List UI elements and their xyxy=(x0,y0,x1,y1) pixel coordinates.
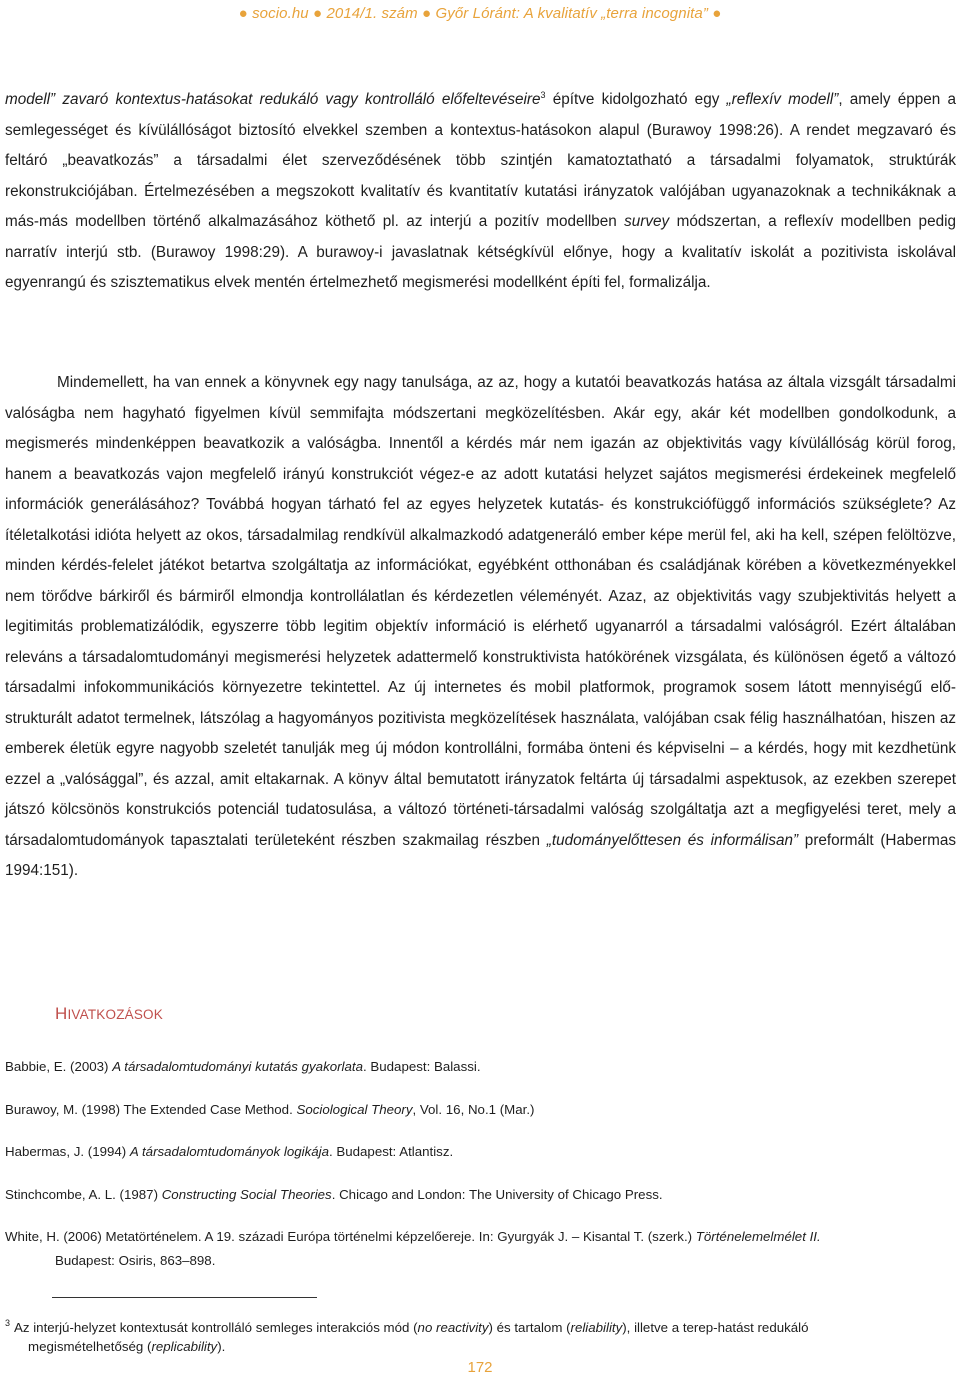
footnote-mark: 3 xyxy=(5,1318,11,1328)
bullet-icon: ● xyxy=(238,5,248,22)
footnote: $^3$ Az interjú-helyzet kontextusát kontrolláló semleges interakciós mód (no reactivity) és tartalom (reliability), illetve a terep-hatást redukáló megismételhetőség (replicability). xyxy=(5,1318,809,1354)
bullet-icon: ● xyxy=(422,5,432,22)
text: Mindemellett, ha van ennek a könyvnek egy nagy tanulsága, az az, hogy a kutatói beavatkozás hatása az általa vizsgált társadalmi valóságba nem hagyható figyelmen kívül semmifajta módszertani megközelítésben. Akár egy, akár két modellben gondolkodunk, a megismerés mindenképpen beavatkozik a valóságba. Innentől a kérdés már nem igazán az objektivitás vagy kívülállóság körül forog, hanem a beavatkozás vajon megfelelő irányú konstrukciót végez-e az adott kutatási helyzet sajátos megismerési érdekeinek megfelelő információk generálásához? Továbbá hogyan tárható fel az egyes helyzetek kutatás- és konstrukciófüggő információs szükséglete? Az ítéletalkotási idióta helyett az okos, társadalmilag rendkívül alkalmazkodó adatgeneráló ember képe merül fel, aki ha kell, szépen felöltözve, minden kérdés-felelet játékot betartva szolgáltatja az információkat, egyébként otthonában és családjának körében a következményekkel nem törődve bárkiről és bármiről elmondja kontrollálatlan és kérdezetlen véleményét. Azaz, az objektivitás vagy szubjektivitás helyett a legitimitás problematizálódik, egyszerre több legitim objektív információ is elérhető ugyanarról a társadalmi valóságról. Ezért általában releváns a társadalomtudományi megismerési helyzetek adattermelő konstruktivista hatókörének vizsgálata, és különösen égető a változó társadalmi infokommunikációs környezetre tekintettel. Az új internetes és mobil platformok, programok sosem látott mennyiségű elő-strukturált adatot termelnek, látszólag a hagyományos pozitivista megközelítések használata, valójában csak félig használhatóan, hiszen az emberek életük egyre nagyobb szeletét tanulják meg új módon kontrollálni, formába önteni és képviselni – a kérdés, hogy mit kezdhetünk ezzel a „valósággal”, és azzal, amit eltakarnak. A könyv által bemutatott irányzatok feltárta új társadalmi aspektusok, az ezekben szerepet játszó kölcsönös konstrukciós potenciál tudatosulása, a változó történeti-társadalmi valóság szolgáltatja azt a megfigyelési teret, mely a társadalomtudományok tapasztalati területeként részben szakmailag részben xyxy=(5,374,956,849)
text: építve kidolgozható egy xyxy=(545,91,727,108)
bullet-icon: ● xyxy=(712,5,722,22)
reference-item: Stinchcombe, A. L. (1987) Constructing Social Theories. Chicago and London: The University of Chicago Press. xyxy=(5,1186,663,1202)
running-header xyxy=(0,5,960,22)
reference-item: Burawoy, M. (1998) The Extended Case Method. Sociological Theory, Vol. 16, No.1 (Mar.) xyxy=(5,1101,535,1117)
reference-item: White, H. (2006) Metatörténelem. A 19. századi Európa történelmi képzelőereje. In: Gyurgyák J. – Kisantal T. (szerk.) Történelemelmélet II. Budapest: Osiris, 863–898. xyxy=(5,1229,821,1268)
text-italic: „tudományelőttesen és informálisan” xyxy=(546,831,799,849)
references-heading: HIVATKOZÁSOK xyxy=(55,1004,163,1023)
footnote-separator xyxy=(52,1297,317,1298)
text-italic: modell” zavaró kontextus-hatásokat redukáló vagy kontrolláló előfeltevéseire xyxy=(5,91,541,108)
header-issue: 2014/1. szám xyxy=(326,5,418,22)
page-number: 172 xyxy=(467,1359,493,1376)
text: , amely éppen a semlegességet és kívülállóságot biztosító elvekkel szemben a kontextus-hatásokon alapul (Burawoy 1998:26). A rendet megzavaró és feltáró „beavatkozás” a társadalmi élet szerveződésének több szintjén kamatoztatható a társadalmi folyamatok, struktúrák rekonstrukciójában. Értelmezésében a megszokott kvalitatív és kvantitatív kutatási irányzatok valójában ugyanazoknak a technikáknak a más-más modellben történő alkalmazásához köthető pl. az interjú a pozitív modellben xyxy=(5,91,957,230)
text: módszertan, a reflexív modellben pedig narratív interjú stb. (Burawoy 1998:29). A burawoy-i javaslatnak kétségkívül előnye, hogy a kvalitatív iskolát a pozitivista iskolával egyenrangú és szisztematikus elvek mentén értelmezhető megismerési modellként építi fel, formalizálja. xyxy=(5,213,956,291)
header-site: socio.hu xyxy=(252,5,309,22)
reference-item: Babbie, E. (2003) A társadalomtudományi kutatás gyakorlata. Budapest: Balassi. xyxy=(5,1059,481,1074)
bullet-icon: ● xyxy=(313,5,323,22)
footnote-reference[interactable]: 3 xyxy=(540,90,546,100)
header-article: Győr Lóránt: A kvalitatív „terra incognita” xyxy=(435,5,708,22)
references-list xyxy=(5,1058,945,1295)
text-italic: survey xyxy=(624,213,670,230)
reference-item: Habermas, J. (1994) A társadalomtudományok logikája. Budapest: Atlantisz. xyxy=(5,1144,454,1159)
paragraph-1 xyxy=(5,85,956,299)
text: preformált (Habermas 1994:151). xyxy=(5,831,956,879)
text-italic: „reflexív modell” xyxy=(726,91,839,108)
paragraph-2 xyxy=(5,368,956,887)
